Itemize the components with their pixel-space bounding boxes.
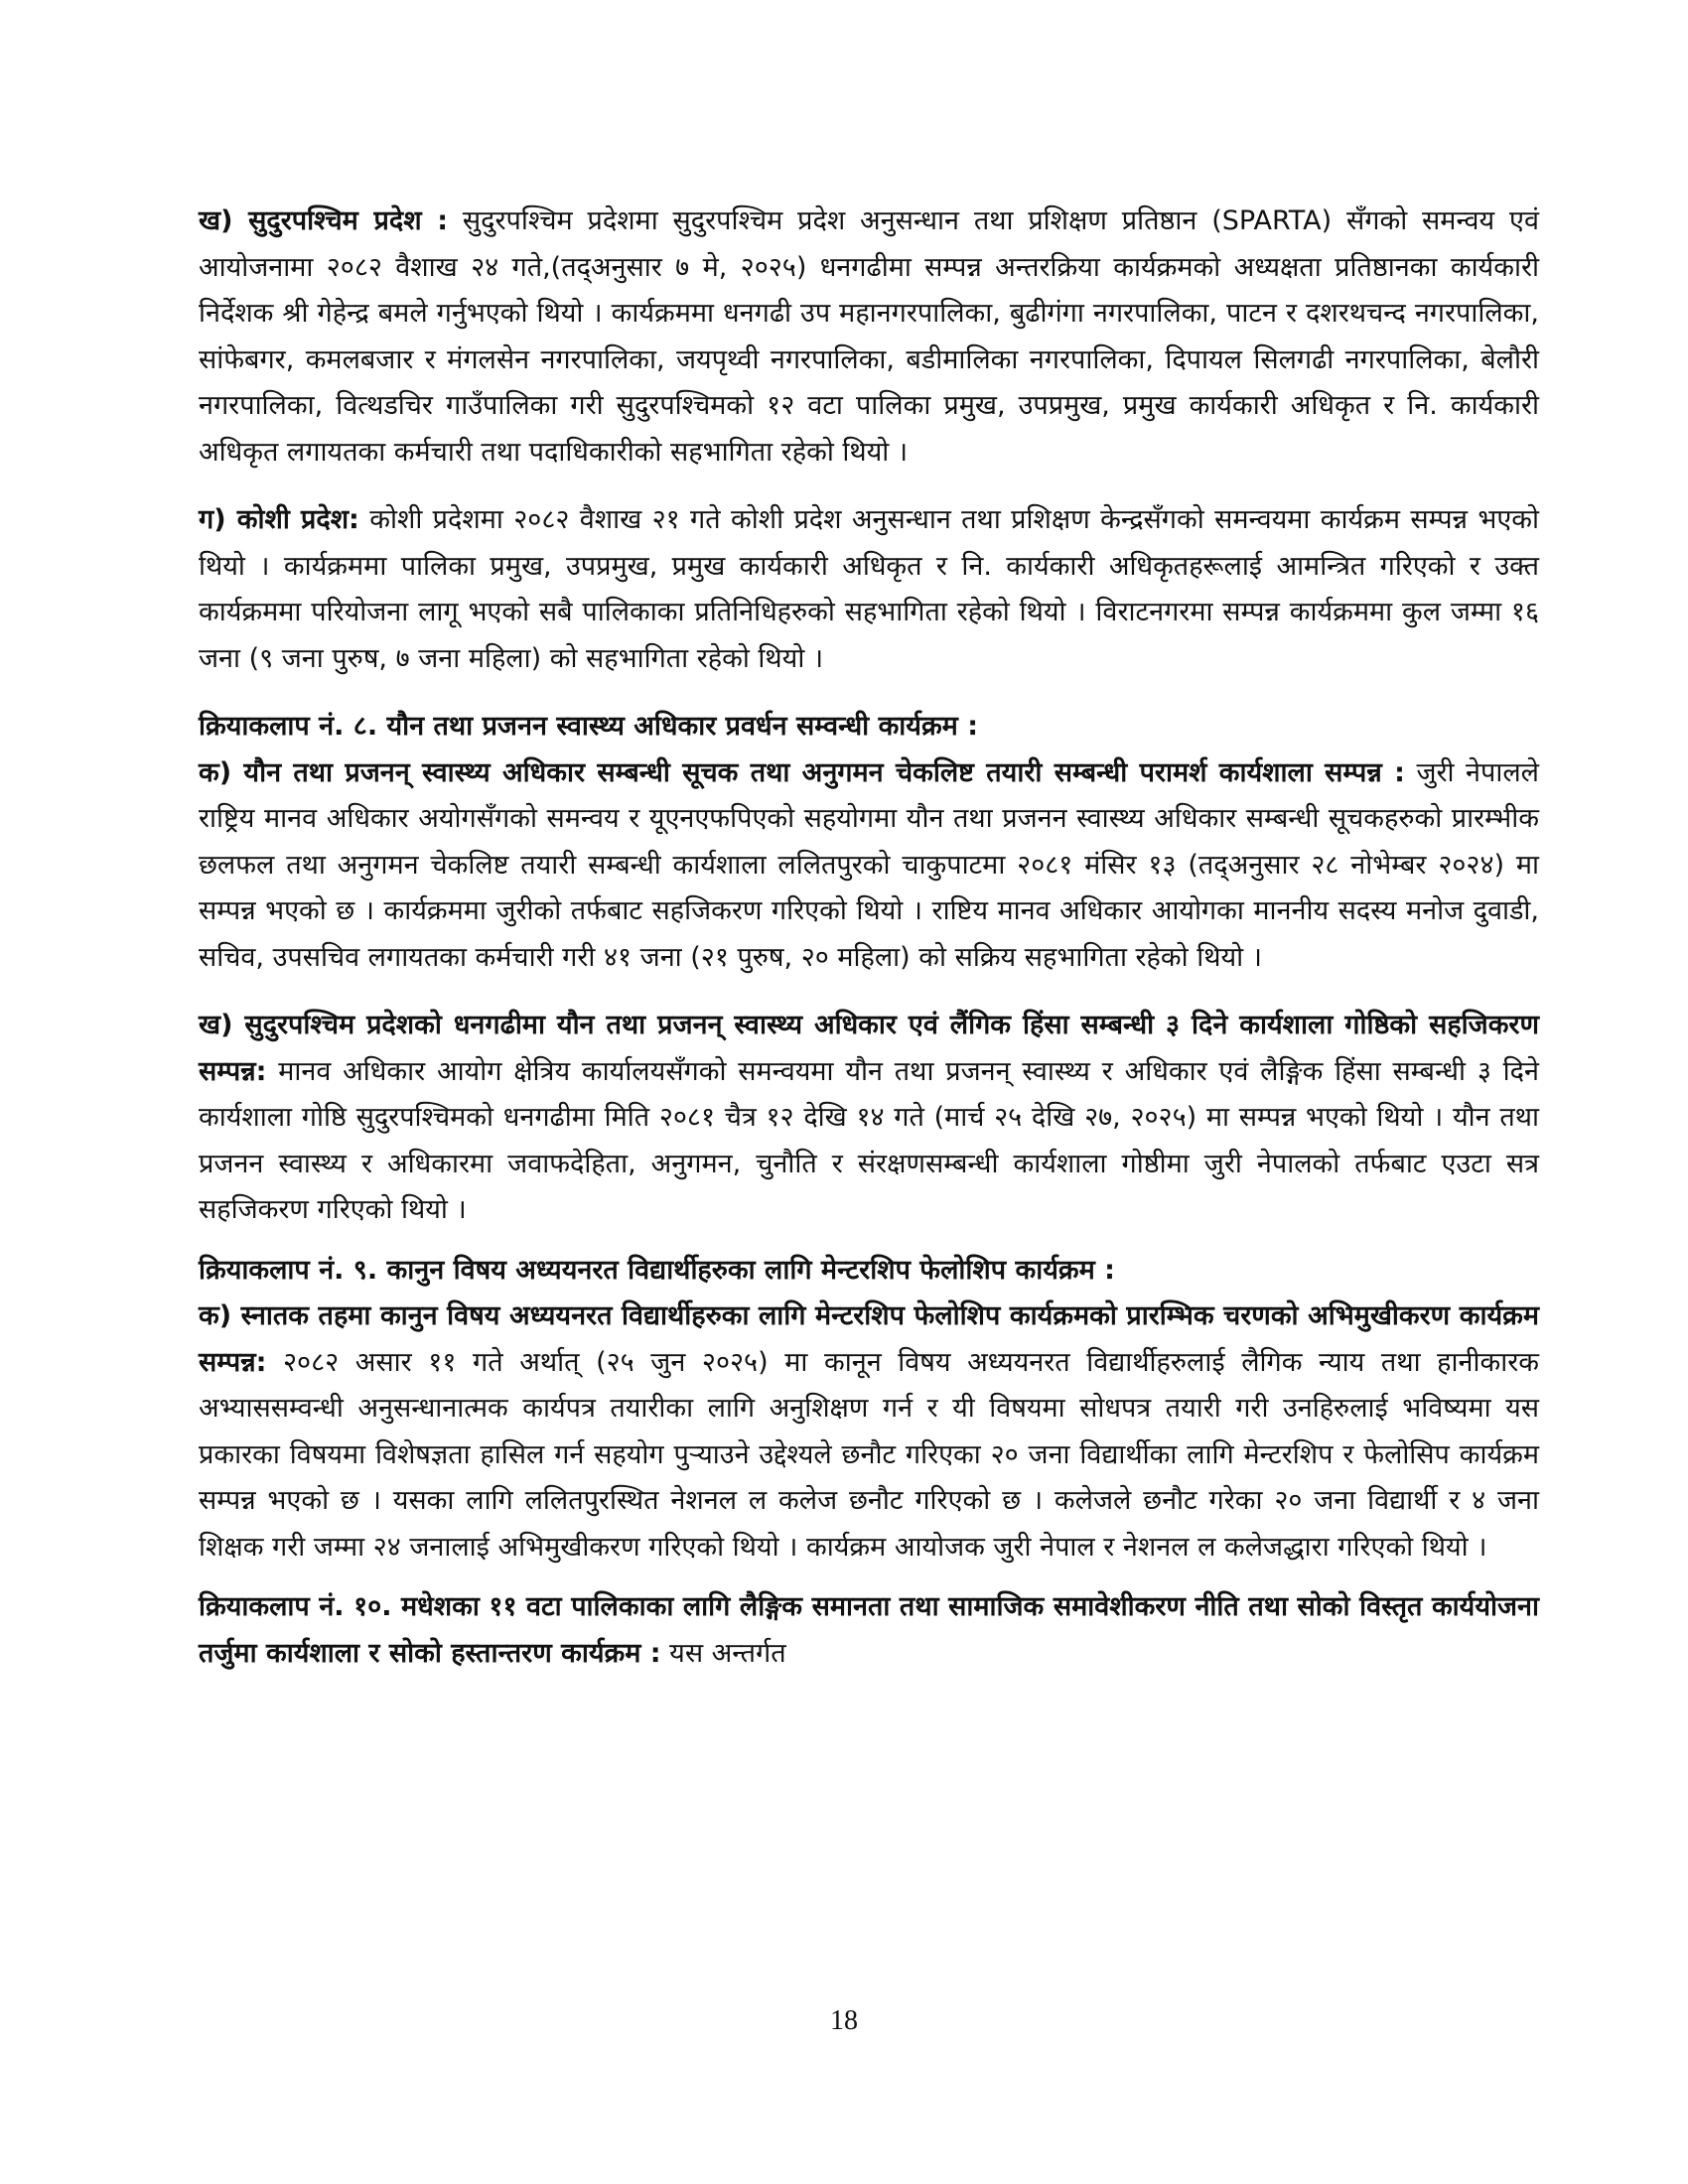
section-heading: क्रियाकलाप नं. १०. मधेशका ११ वटा पालिकाका लागि लैङ्गिक समानता तथा सामाजिक समावेशीकरण नीति तथा सोको विस्तृत कार्ययोजना तर्जुमा कार्यशाला र सोको हस्तान्तरण कार्यक्रम : (199, 1591, 1539, 1669)
activity-8-heading: क्रियाकलाप नं. ८. यौन तथा प्रजनन स्वास्थ्य अधिकार प्रवर्धन सम्वन्धी कार्यक्रम : (199, 711, 979, 742)
section-srhr-indicator-workshop (199, 751, 1539, 982)
section-dhangadhi-workshop (199, 1003, 1539, 1234)
section-body: कोशी प्रदेशमा २०८२ वैशाख २१ गते कोशी प्रदेश अनुसन्धान तथा प्रशिक्षण केन्द्रसँगको समन्वयमा कार्यक्रम सम्पन्न भएको थियो । कार्यक्रममा पालिका प्रमुख, उपप्रमुख, प्रमुख कार्यकारी अधिकृत र नि. कार्यकारी अधिकृतहरूलाई आमन्त्रित गरिएको र उक्त कार्यक्रममा परियोजना लागू भएको सबै पालिकाका प्रतिनिधिहरुको सहभागिता रहेको थियो । विराटनगरमा सम्पन्न कार्यक्रममा कुल जम्मा १६ जना (९ जना पुरुष, ७ जना महिला) को सहभागिता रहेको थियो । (199, 504, 1539, 674)
section-sudurpaschim-interaction (199, 199, 1539, 476)
document-page (199, 199, 1539, 1699)
section-heading: ख) सुदुरपश्चिम प्रदेशको धनगढीमा यौन तथा प्रजनन् स्वास्थ्य अधिकार एवं लैंगिक हिंसा सम्बन्धी ३ दिने कार्यशाला गोष्ठिको सहजिकरण सम्पन्न: (199, 1010, 1539, 1087)
page-number: 18 (830, 2005, 858, 2036)
section-body: मानव अधिकार आयोग क्षेत्रिय कार्यालयसँगको समन्वयमा यौन तथा प्रजनन् स्वास्थ्य र अधिकार एवं लैङ्गिक हिंसा सम्बन्धी ३ दिने कार्यशाला गोष्ठि सुदुरपश्चिमको धनगढीमा मिति २०८१ चैत्र १२ देखि १४ गते (मार्च २५ देखि २७, २०२५) मा सम्पन्न भएको थियो । यौन तथा प्रजनन स्वास्थ्य र अधिकारमा जवाफदेहिता, अनुगमन, चुनौति र संरक्षणसम्बन्धी कार्यशाला गोष्ठीमा जुरी नेपालको तर्फबाट एउटा सत्र सहजिकरण गरिएको थियो । (199, 1055, 1539, 1225)
activity-9-heading: क्रियाकलाप नं. ९. कानुन विषय अध्ययनरत विद्यार्थीहरुका लागि मेन्टरशिप फेलोशिप कार्यक्रम : (199, 1254, 1115, 1286)
section-body: यस अन्तर्गत (660, 1637, 786, 1669)
section-body: जुरी नेपालले राष्ट्रिय मानव अधिकार अयोगसँगको समन्वय र यूएनएफपिएको सहयोगमा यौन तथा प्रजनन स्वास्थ्य अधिकार सम्बन्धी सूचकहरुको प्रारम्भीक छलफल तथा अनुगमन चेकलिष्ट तयारी सम्बन्धी कार्यशाला ललितपुरको चाकुपाटमा २०८१ मंसिर १३ (तद्अनुसार २८ नोभेम्बर २०२४) मा सम्पन्न भएको छ । कार्यक्रममा जुरीको तर्फबाट सहजिकरण गरिएको थियो । राष्टिय मानव अधिकार आयोगका माननीय सदस्य मनोज दुवाडी, सचिव, उपसचिव लगायतका कर्मचारी गरी ४१ जना (२१ पुरुष, २० महिला) को सक्रिय सहभागिता रहेको थियो । (199, 756, 1539, 973)
section-body: सुदुरपश्चिम प्रदेशमा सुदुरपश्चिम प्रदेश अनुसन्धान तथा प्रशिक्षण प्रतिष्ठान (SPARTA) सँगको समन्वय एवं आयोजनामा २०८२ वैशाख २४ गते,(तद्अनुसार ७ मे, २०२५) धनगढीमा सम्पन्न अन्तरक्रिया कार्यक्रमको अध्यक्षता प्रतिष्ठानका कार्यकारी निर्देशक श्री गेहेन्द्र बमले गर्नुभएको थियो । कार्यक्रममा धनगढी उप महानगरपालिका, बुढीगंगा नगरपालिका, पाटन र दशरथचन्द नगरपालिका, सांफेबगर, कमलबजार र मंगलसेन नगरपालिका, जयपृथ्वी नगरपालिका, बडीमालिका नगरपालिका, दिपायल सिलगढी नगरपालिका, बेलौरी नगरपालिका, वित्थडचिर गाउँपालिका गरी सुदुरपश्चिमको १२ वटा पालिका प्रमुख, उपप्रमुख, प्रमुख कार्यकारी अधिकृत र नि. कार्यकारी अधिकृत लगायतका कर्मचारी तथा पदाधिकारीको सहभागिता रहेको थियो । (199, 205, 1539, 468)
section-heading: क) स्नातक तहमा कानुन विषय अध्ययनरत विद्यार्थीहरुका लागि मेन्टरशिप फेलोशिप कार्यक्रमको प्रारम्भिक चरणको अभिमुखीकरण कार्यक्रम सम्पन्न: (199, 1300, 1539, 1378)
section-heading: ग) कोशी प्रदेश: (199, 504, 359, 535)
section-body: २०८२ असार ११ गते अर्थात् (२५ जुन २०२५) मा कानून विषय अध्ययनरत विद्यार्थीहरुलाई लैगिक न्याय तथा हानीकारक अभ्याससम्वन्धी अनुसन्धानात्मक कार्यपत्र तयारीका लागि अनुशिक्षण गर्न र यी विषयमा सोधपत्र तयारी गरी उनहिरुलाई भविष्यमा यस प्रकारका विषयमा विशेषज्ञता हासिल गर्न सहयोग पुर्‍याउने उद्देश्यले छनौट गरिएका २० जना विद्यार्थीका लागि मेन्टरशिप र फेलोसिप कार्यक्रम सम्पन्न भएको छ । यसका लागि ललितपुरस्थित नेशनल ल कलेज छनौट गरिएको छ । कलेजले छनौट गरेका २० जना विद्यार्थी र ४ जना शिक्षक गरी जम्मा २४ जनालाई अभिमुखीकरण गरिएको थियो । कार्यक्रम आयोजक जुरी नेपाल र नेशनल ल कलेजद्धारा गरिएको थियो । (199, 1346, 1539, 1563)
section-koshi-interaction (199, 497, 1539, 682)
section-mentorship-orientation (199, 1294, 1539, 1570)
section-activity-10 (199, 1584, 1539, 1677)
section-heading: ख) सुदुरपश्चिम प्रदेश : (199, 205, 449, 236)
section-heading: क) यौन तथा प्रजनन् स्वास्थ्य अधिकार सम्बन्धी सूचक तथा अनुगमन चेकलिष्ट तयारी सम्बन्धी परामर्श कार्यशाला सम्पन्न : (199, 756, 1405, 788)
